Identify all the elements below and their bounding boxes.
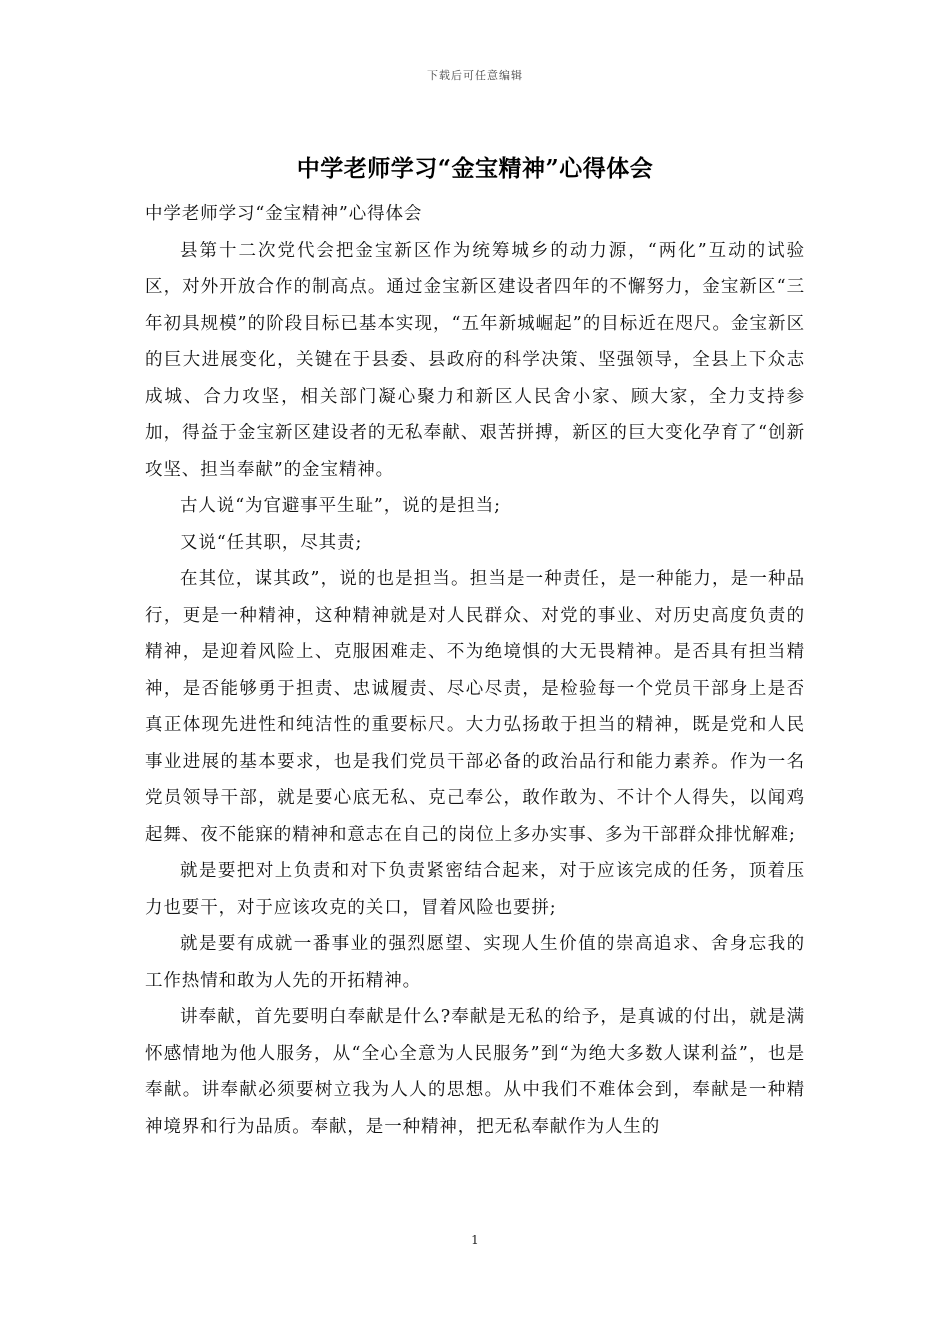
paragraph: 古人说“为官避事平生耻”，说的是担当;	[180, 496, 501, 516]
document-body	[145, 196, 805, 1145]
paragraph: 又说“任其职，尽其责;	[180, 532, 363, 553]
subtitle-line: 中学老师学习“金宝精神”心得体会	[145, 204, 423, 224]
paragraph: 就是要把对上负责和对下负责紧密结合起来，对于应该完成的任务，顶着压力也要干，对于应该攻克的关口，冒着风险也要拼;	[145, 861, 805, 918]
page-header: 下载后可任意编辑	[427, 69, 523, 82]
page-number: 1	[471, 1233, 479, 1247]
paragraph: 在其位，谋其政”，说的也是担当。担当是一种责任，是一种能力，是一种品行，更是一种精神，这种精神就是对人民群众、对党的事业、对历史高度负责的精神，是迎着风险上、克服困难走、不为绝境惧的大无畏精神。是否具有担当精神，是否能够勇于担责、忠诚履责、尽心尽责，是检验每一个党员干部身上是否真正体现先进性和纯洁性的重要标尺。大力弘扬敢于担当的精神，既是党和人民事业进展的基本要求，也是我们党员干部必备的政治品行和能力素养。作为一名党员领导干部，就是要心底无私、克己奉公，敢作敢为、不计个人得失，以闻鸡起舞、夜不能寐的精神和意志在自己的岗位上多办实事、多为干部群众排忧解难;	[145, 569, 805, 845]
paragraph: 讲奉献，首先要明白奉献是什么?奉献是无私的给予，是真诚的付出，就是满怀感情地为他人服务，从“全心全意为人民服务”到“为绝大多数人谋利益”，也是奉献。讲奉献必须要树立我为人人的思想。从中我们不难体会到，奉献是一种精神境界和行为品质。奉献，是一种精神，把无私奉献作为人生的	[145, 1007, 805, 1137]
paragraph: 就是要有成就一番事业的强烈愿望、实现人生价值的崇高追求、舍身忘我的工作热情和敢为人先的开拓精神。	[145, 934, 805, 991]
paragraph: 县第十二次党代会把金宝新区作为统筹城乡的动力源，“两化”互动的试验区，对外开放合作的制高点。通过金宝新区建设者四年的不懈努力，金宝新区“三年初具规模”的阶段目标已基本实现，“五年新城崛起”的目标近在咫尺。金宝新区的巨大进展变化，关键在于县委、县政府的科学决策、坚强领导，全县上下众志成城、合力攻坚，相关部门凝心聚力和新区人民舍小家、顾大家，全力支持参加，得益于金宝新区建设者的无私奉献、艰苦拼搏，新区的巨大变化孕育了“创新攻坚、担当奉献”的金宝精神。	[145, 240, 805, 480]
document-title: 中学老师学习“金宝精神”心得体会	[296, 155, 654, 182]
